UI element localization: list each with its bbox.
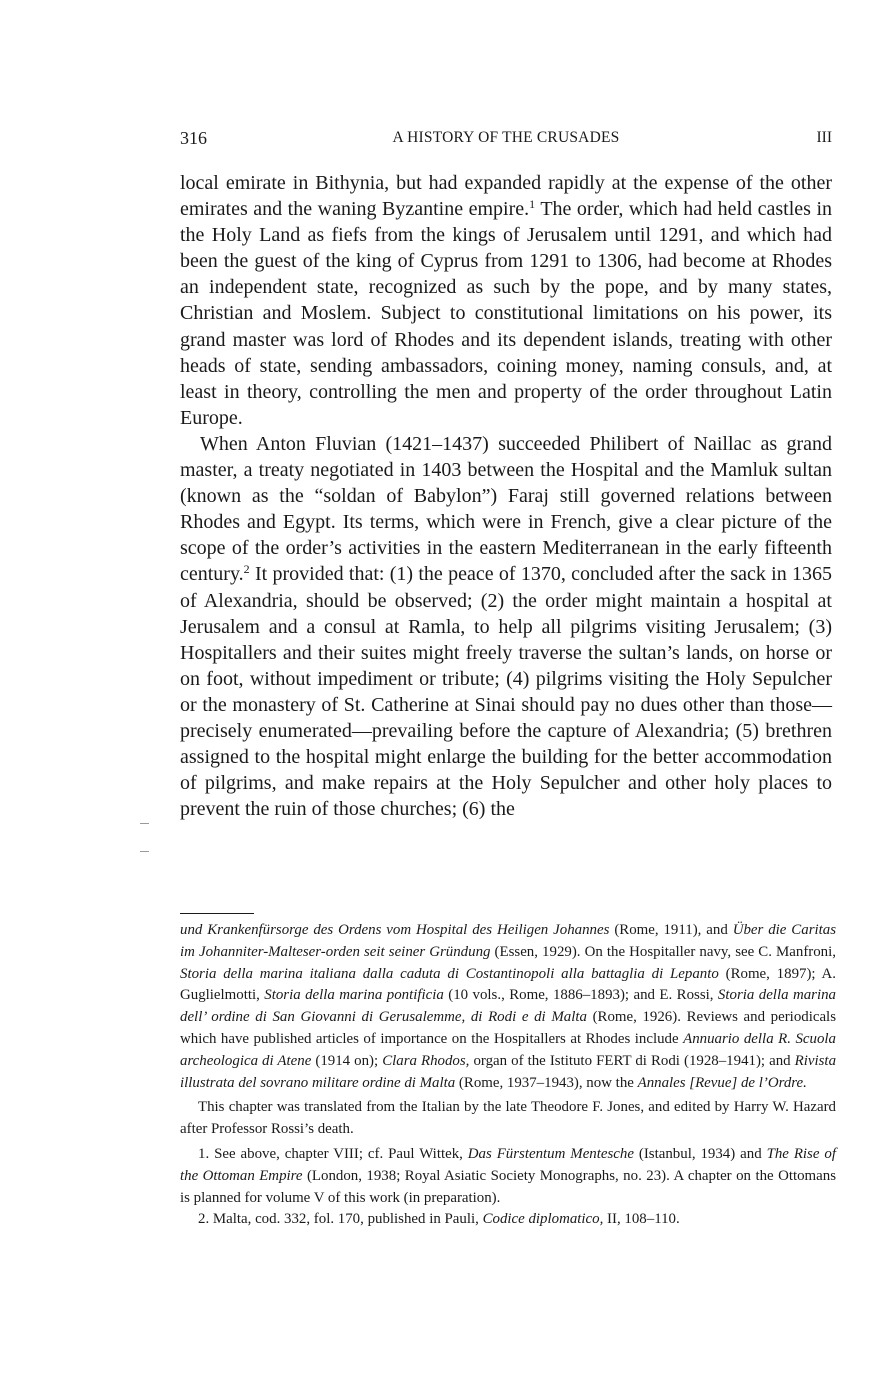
footnote-ref-2: 2	[243, 562, 250, 577]
paragraph-1: local emirate in Bithynia, but had expanded rapidly at the expense of the other emirates and the waning Byzantine empire.$^1$ The order, which had held castles in the Holy Land as fiefs from the kings of Jerusalem until 1291, and which had been the guest of the king of Cyprus from 1291 to 1306, had become at Rhodes an independent state, recognized as such by the pope, and by many states, Christian and Moslem. Subject to constitutional limitations on his power, its grand master was lord of Rhodes and its dependent islands, treating with other heads of state, sending ambassadors, coining money, naming consuls, and, at least in theory, controlling the men and property of the order throughout Latin Europe.	[180, 172, 832, 429]
footnote-ref-1: 1	[529, 197, 536, 212]
margin-mark	[140, 851, 149, 852]
footnote-rule	[180, 913, 254, 914]
main-text	[180, 170, 832, 822]
footnotes	[180, 920, 836, 1231]
paragraph-2: When Anton Fluvian (1421–1437) succeeded Philibert of Naillac as grand master, a treaty negotiated in 1403 between the Hospital and the Mamluk sultan (known as the “soldan of Babylon”) Faraj still governed relations between Rhodes and Egypt. Its terms, which were in French, give a clear picture of the scope of the order’s activities in the eastern Mediterranean in the early fifteenth century.$^2$ It provided that: (1) the peace of 1370, concluded after the sack in 1365 of Alexandria, should be observed; (2) the order might maintain a hospital at Jerusalem and a consul at Ramla, to help all pilgrims visiting Jerusalem; (3) Hospitallers and their suites might freely traverse the sultan’s lands, on horse or on foot, without impediment or tribute; (4) pilgrims visiting the Holy Sepulcher or the monastery of St. Catherine at Sinai should pay no dues other than those—precisely enumerated—prevailing before the capture of Alexandria; (5) brethren assigned to the hospital might enlarge the building for the better accommodation of pilgrims, and make repairs at the Holy Sepulcher and other holy places to prevent the ruin of those churches; (6) the	[180, 432, 832, 821]
footnote-2: 2. Malta, cod. 332, fol. 170, published in Pauli, Codice diplomatico, II, 108–110.	[198, 1211, 680, 1228]
running-header	[180, 126, 832, 150]
page-number: 316	[180, 128, 207, 148]
margin-mark	[140, 823, 149, 824]
running-title: A HISTORY OF THE CRUSADES	[392, 129, 620, 146]
footnote-continuation: und Krankenfürsorge des Ordens vom Hospital des Heiligen Johannes (Rome, 1911), and Über die Caritas im Johanniter-Malteser-orden seit seiner Gründung (Essen, 1929). On the Hospitaller navy, see C. Manfroni, Storia della marina italiana dalla caduta di Costantinopoli alla battaglia di Lepanto (Rome, 1897); A. Guglielmotti, Storia della marina pontificia (10 vols., Rome, 1886–1893); and E. Rossi, Storia della marina dell’ ordine di San Giovanni di Gerusalemme, di Rodi e di Malta (Rome, 1926). Reviews and periodicals which have published articles of importance on the Hospitallers at Rhodes include Annuario della R. Scuola archeologica di Atene (1914 on); Clara Rhodos, organ of the Istituto FERT di Rodi (1928–1941); and Rivista illustrata del sovrano militare ordine di Malta (Rome, 1937–1943), now the Annales [Revue] de l’Ordre.	[180, 922, 837, 1091]
footnote-1: 1. See above, chapter VIII; cf. Paul Wittek, Das Fürstentum Mentesche (Istanbul, 1934) and The Rise of the Ottoman Empire (London, 1938; Royal Asiatic Society Monographs, no. 23). A chapter on the Ottomans is planned for volume V of this work (in preparation).	[180, 1145, 836, 1206]
volume-number: III	[816, 129, 832, 146]
translation-note: This chapter was translated from the Italian by the late Theodore F. Jones, and edited by Harry W. Hazard after Professor Rossi’s death.	[180, 1099, 836, 1138]
